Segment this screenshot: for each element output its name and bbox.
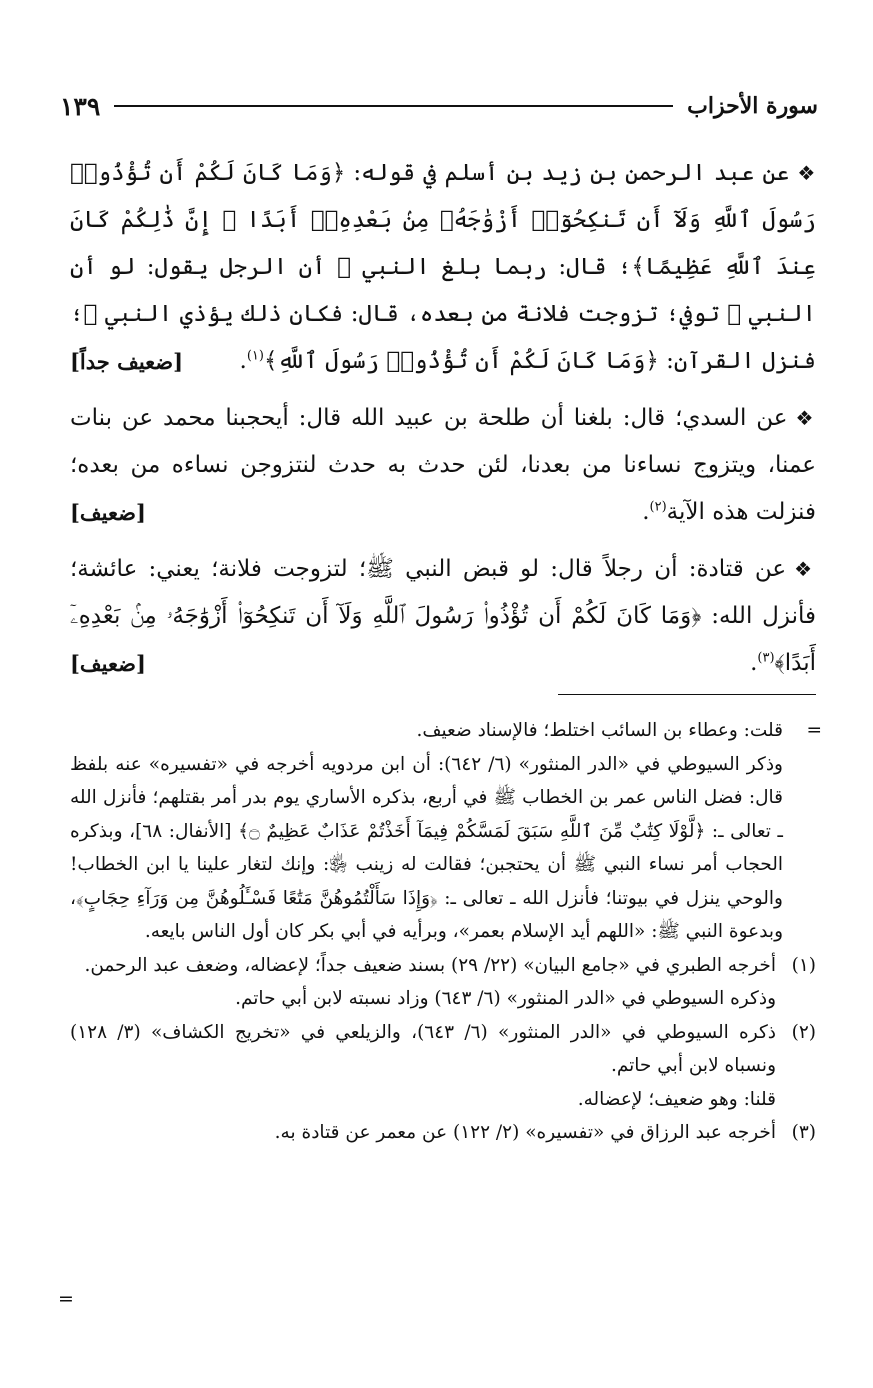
narration-1 <box>70 150 816 385</box>
footnote-separator <box>558 694 816 695</box>
surah-title: سورة الأحزاب <box>687 93 818 119</box>
footnote-ref-3: (٣) <box>757 650 775 666</box>
footnote-ref-1: (١) <box>246 348 264 364</box>
grade-label-1: [ضعيف جداً] <box>70 349 184 374</box>
continuation-mark-bottom: = <box>58 1288 74 1310</box>
narration-2 <box>70 395 816 536</box>
footnote-2-number: (٢) <box>791 1021 816 1043</box>
continuation-mark: = <box>806 720 822 741</box>
diamond-icon: ❖ <box>797 161 816 185</box>
diamond-icon: ❖ <box>794 557 816 581</box>
grade-label-3: [ضعيف] <box>70 651 146 676</box>
footnote-1-text: أخرجه الطبري في «جامع البيان» (٢٢/ ٢٩) بسند ضعيف جداً؛ لإعضاله، وضعف عبد الرحمن. <box>84 954 776 976</box>
footnote-2 <box>70 1016 816 1117</box>
footnote-1-number: (١) <box>791 954 816 976</box>
narration-3-text: عن قتادة: أن رجلاً قال: لو قبض النبي ﷺ؛ لتزوجت فلانة؛ يعني: عائشة؛ فأنزل الله: ﴿وَمَا كَانَ لَكُمْ أَن تُؤْذُوا۟ رَسُولَ ٱللَّهِ وَلَآ أَن تَنكِحُوٓا۟ أَزْوَٰجَهُۥ مِنۢ بَعْدِهِۦٓ أَبَدًا﴾ <box>70 556 816 676</box>
footnote-2-extra: قلنا: وهو ضعيف؛ لإعضاله. <box>577 1088 776 1110</box>
diamond-icon: ❖ <box>795 406 817 430</box>
continued-footnote <box>70 714 822 949</box>
narration-3-end: . <box>750 650 758 676</box>
header-rule <box>114 105 673 107</box>
running-header <box>60 86 818 126</box>
narration-2-text: عن السدي؛ قال: بلغنا أن طلحة بن عبيد الله قال: أيحجبنا محمد عن بنات عمنا، ويتزوج نساءنا من بعدنا، لئن حدث به حدث لنتزوجن نساءه من بعده؛ فنزلت هذه الآية <box>70 405 816 525</box>
main-text <box>70 150 816 697</box>
narration-1-text: عن عبد الرحمن بن زيد بن أسلم في قوله: ﴿وَمَا كَانَ لَكُمْ أَن تُؤْذُوا۟ رَسُولَ ٱللَّهِ وَلَآ أَن تَنكِحُوٓا۟ أَزْوَٰجَهُۥ مِنۢ بَعْدِهِۦٓ أَبَدًا ۚ إِنَّ ذَٰلِكُمْ كَانَ عِندَ ٱللَّهِ عَظِيمًا﴾؛ قال: ربما بلغ النبي ﷺ أن الرجل يقول: لو أن النبي ﷺ توفي؛ تزوجت فلانة من بعده، قال: فكان ذلك يؤذي النبي ﷺ؛ فنزل القرآن: ﴿وَمَا كَانَ لَكُمْ أَن تُؤْذُوا۟ رَسُولَ ٱللَّهِ﴾ <box>70 160 816 374</box>
narration-1-end: . <box>239 348 247 374</box>
narration-3 <box>70 546 816 687</box>
footnote-3-text: أخرجه عبد الرزاق في «تفسيره» (٢/ ١٢٢) عن معمر عن قتادة به. <box>274 1122 776 1143</box>
footnotes <box>70 714 822 1150</box>
footnote-1-extra: وذكره السيوطي في «الدر المنثور» (٦/ ٦٤٣) وزاد نسبته لابن أبي حاتم. <box>235 988 776 1009</box>
footnote-3-number: (٣) <box>791 1122 816 1143</box>
continued-note-body: وذكر السيوطي في «الدر المنثور» (٦/ ٦٤٢): أن ابن مردويه أخرجه في «تفسيره» عنه بلفظ قال: فضل الناس عمر بن الخطاب ﷺ في أربع، بذكره الأساري يوم بدر أمر بقتلهم؛ فأنزل الله ـ تعالى ـ: ﴿لَّوْلَا كِتَٰبٌ مِّنَ ٱللَّهِ سَبَقَ لَمَسَّكُمْ فِيمَآ أَخَذْتُمْ عَذَابٌ عَظِيمٌ ۝﴾ [الأنفال: ٦٨]، وبذكره الحجاب أمر نساء النبي ﷺ أن يحتجبن؛ فقالت له زينب ﵂: وإنك لتغار علينا يا ابن الخطاب! والوحي ينزل في بيوتنا؛ فأنزل الله ـ تعالى ـ: ﴿وَإِذَا سَأَلْتُمُوهُنَّ مَتَٰعًا فَسْـَٔلُوهُنَّ مِن وَرَآءِ حِجَابٍ﴾، وبدعوة النبي ﷺ: «اللهم أيد الإسلام بعمر»، وبرأيه في أبي بكر كان أول الناس بايعه. <box>70 753 783 942</box>
narration-2-end: . <box>642 499 650 525</box>
footnote-3 <box>70 1116 816 1150</box>
footnote-2-text: ذكره السيوطي في «الدر المنثور» (٦/ ٦٤٣)، والزيلعي في «تخريج الكشاف» (٣/ ١٢٨) ونسباه لابن أبي حاتم. <box>70 1021 776 1076</box>
footnote-1 <box>70 949 816 1016</box>
grade-label-2: [ضعيف] <box>70 500 146 525</box>
continued-note-line-1: قلت: وعطاء بن السائب اختلط؛ فالإسناد ضعيف. <box>416 720 783 741</box>
footnote-ref-2: (٢) <box>649 499 667 515</box>
page-number: ١٣٩ <box>60 91 101 121</box>
